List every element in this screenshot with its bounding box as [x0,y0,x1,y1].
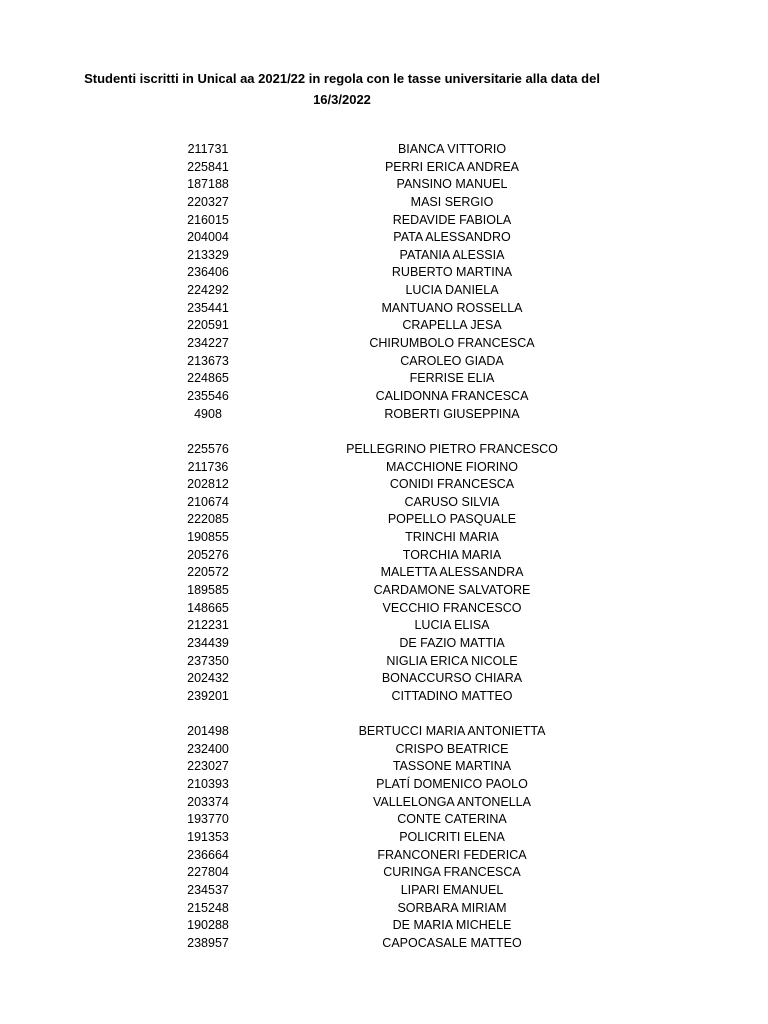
student-id: 216015 [187,212,229,227]
student-id: 203374 [187,794,229,809]
student-row [0,864,768,882]
student-row [0,212,768,230]
student-id: 234537 [187,882,229,897]
student-id: 236406 [187,265,229,280]
student-id: 211736 [187,459,229,474]
student-row [0,176,768,194]
student-row [0,882,768,900]
student-id: 220591 [187,318,229,333]
student-row [0,582,768,600]
student-id: 211731 [187,142,229,156]
student-name: TORCHIA MARIA [402,547,502,562]
student-id: 232400 [187,741,229,756]
student-id: 187188 [187,177,229,192]
student-name: MASI SERGIO [410,194,494,209]
student-id: 202812 [187,477,229,492]
student-name: PATANIA ALESSIA [399,247,505,262]
student-id: 193770 [187,812,229,827]
student-name: MALETTA ALESSANDRA [380,565,524,580]
student-id: 210393 [187,777,229,792]
student-id: 201498 [187,724,229,739]
student-row [0,900,768,918]
student-name: VALLELONGA ANTONELLA [373,794,531,809]
student-row [0,653,768,671]
student-id: 224292 [187,283,229,298]
student-name: FRANCONERI FEDERICA [377,847,527,862]
student-id: 205276 [187,547,229,562]
student-row [0,300,768,318]
student-row [0,847,768,865]
student-name: BIANCA VITTORIO [397,142,507,156]
student-name: PANSINO MANUEL [396,177,508,192]
student-row [0,511,768,529]
student-id: 235546 [187,388,229,403]
student-row [0,776,768,794]
student-id: 190288 [187,918,229,933]
student-id: 204004 [187,230,229,245]
student-name: ROBERTI GIUSEPPINA [384,406,520,421]
student-row [0,723,768,741]
student-id: 238957 [187,935,229,950]
student-id: 224865 [187,371,229,386]
student-name: CAPOCASALE MATTEO [382,935,522,950]
student-id: 237350 [187,653,229,668]
student-name: TASSONE MARTINA [392,759,512,774]
student-id: 213329 [187,247,229,262]
student-row [0,935,768,953]
student-name: LUCIA DANIELA [405,283,499,298]
student-row [0,617,768,635]
student-row [0,441,768,459]
student-id: 225841 [187,159,229,174]
student-name: CRAPELLA JESA [402,318,502,333]
student-row [0,282,768,300]
student-name: RUBERTO MARTINA [391,265,513,280]
student-id: 4908 [194,406,222,421]
student-id: 189585 [187,583,229,598]
student-row [0,406,768,424]
student-id: 227804 [187,865,229,880]
student-row [0,317,768,335]
group-separator [0,423,768,441]
student-row [0,635,768,653]
page-title [0,68,684,110]
student-id: 212231 [187,618,229,633]
student-list [0,141,768,952]
student-id: 210674 [187,494,229,509]
student-row [0,688,768,706]
student-name: PLATÍ DOMENICO PAOLO [376,777,528,792]
student-name: LIPARI EMANUEL [400,882,504,897]
student-name: BONACCURSO CHIARA [381,671,523,686]
student-row [0,264,768,282]
student-name: DE FAZIO MATTIA [399,635,505,650]
student-row [0,741,768,759]
student-row [0,141,768,159]
student-row [0,564,768,582]
student-name: CHIRUMBOLO FRANCESCA [369,336,535,351]
student-id: 215248 [187,900,229,915]
student-name: CURINGA FRANCESCA [383,865,521,880]
student-row [0,758,768,776]
student-name: MANTUANO ROSSELLA [381,300,523,315]
student-name: VECCHIO FRANCESCO [382,600,522,615]
student-id: 190855 [187,530,229,545]
student-row [0,159,768,177]
student-row [0,335,768,353]
student-row [0,670,768,688]
student-id: 234227 [187,336,229,351]
student-id: 191353 [187,829,229,844]
student-name: PATA ALESSANDRO [393,230,511,245]
student-id: 148665 [187,600,229,615]
student-name: PELLEGRINO PIETRO FRANCESCO [346,441,558,456]
student-name: FERRISE ELIA [409,371,495,386]
student-name: NIGLIA ERICA NICOLE [386,653,518,668]
student-name: LUCIA ELISA [414,618,490,633]
student-name: CALIDONNA FRANCESCA [375,388,529,403]
student-id: 202432 [187,671,229,686]
student-row [0,811,768,829]
student-row [0,229,768,247]
student-id: 220327 [187,194,229,209]
student-name: CARDAMONE SALVATORE [373,583,531,598]
student-id: 222085 [187,512,229,527]
student-id: 239201 [187,688,229,703]
student-name: CRISPO BEATRICE [395,741,509,756]
student-id: 234439 [187,635,229,650]
student-row [0,247,768,265]
student-name: POLICRITI ELENA [399,829,505,844]
student-name: DE MARIA MICHELE [392,918,512,933]
student-id: 236664 [187,847,229,862]
student-name: POPELLO PASQUALE [387,512,517,527]
student-name: CAROLEO GIADA [400,353,504,368]
student-row [0,194,768,212]
student-name: CONTE CATERINA [397,812,507,827]
student-row [0,600,768,618]
student-row [0,459,768,477]
student-name: CITTADINO MATTEO [391,688,513,703]
student-row [0,388,768,406]
student-name: BERTUCCI MARIA ANTONIETTA [358,724,546,739]
group-separator [0,706,768,724]
student-row [0,794,768,812]
title-line-2: 16/3/2022 [313,92,371,107]
title-line-1: Studenti iscritti in Unical aa 2021/22 in regola con le tasse universitarie alla data del [84,71,600,86]
student-name: CONIDI FRANCESCA [389,477,515,492]
student-name: PERRI ERICA ANDREA [384,159,520,174]
student-id: 225576 [187,441,229,456]
student-row [0,529,768,547]
student-row [0,917,768,935]
student-id: 220572 [187,565,229,580]
student-row [0,370,768,388]
student-row [0,547,768,565]
student-name: SORBARA MIRIAM [397,900,507,915]
student-id: 213673 [187,353,229,368]
student-id: 235441 [187,300,229,315]
student-row [0,829,768,847]
student-row [0,353,768,371]
student-row [0,494,768,512]
student-row [0,476,768,494]
student-name: CARUSO SILVIA [404,494,500,509]
student-name: REDAVIDE FABIOLA [392,212,512,227]
student-id: 223027 [187,759,229,774]
student-name: TRINCHI MARIA [405,530,499,545]
student-name: MACCHIONE FIORINO [386,459,518,474]
